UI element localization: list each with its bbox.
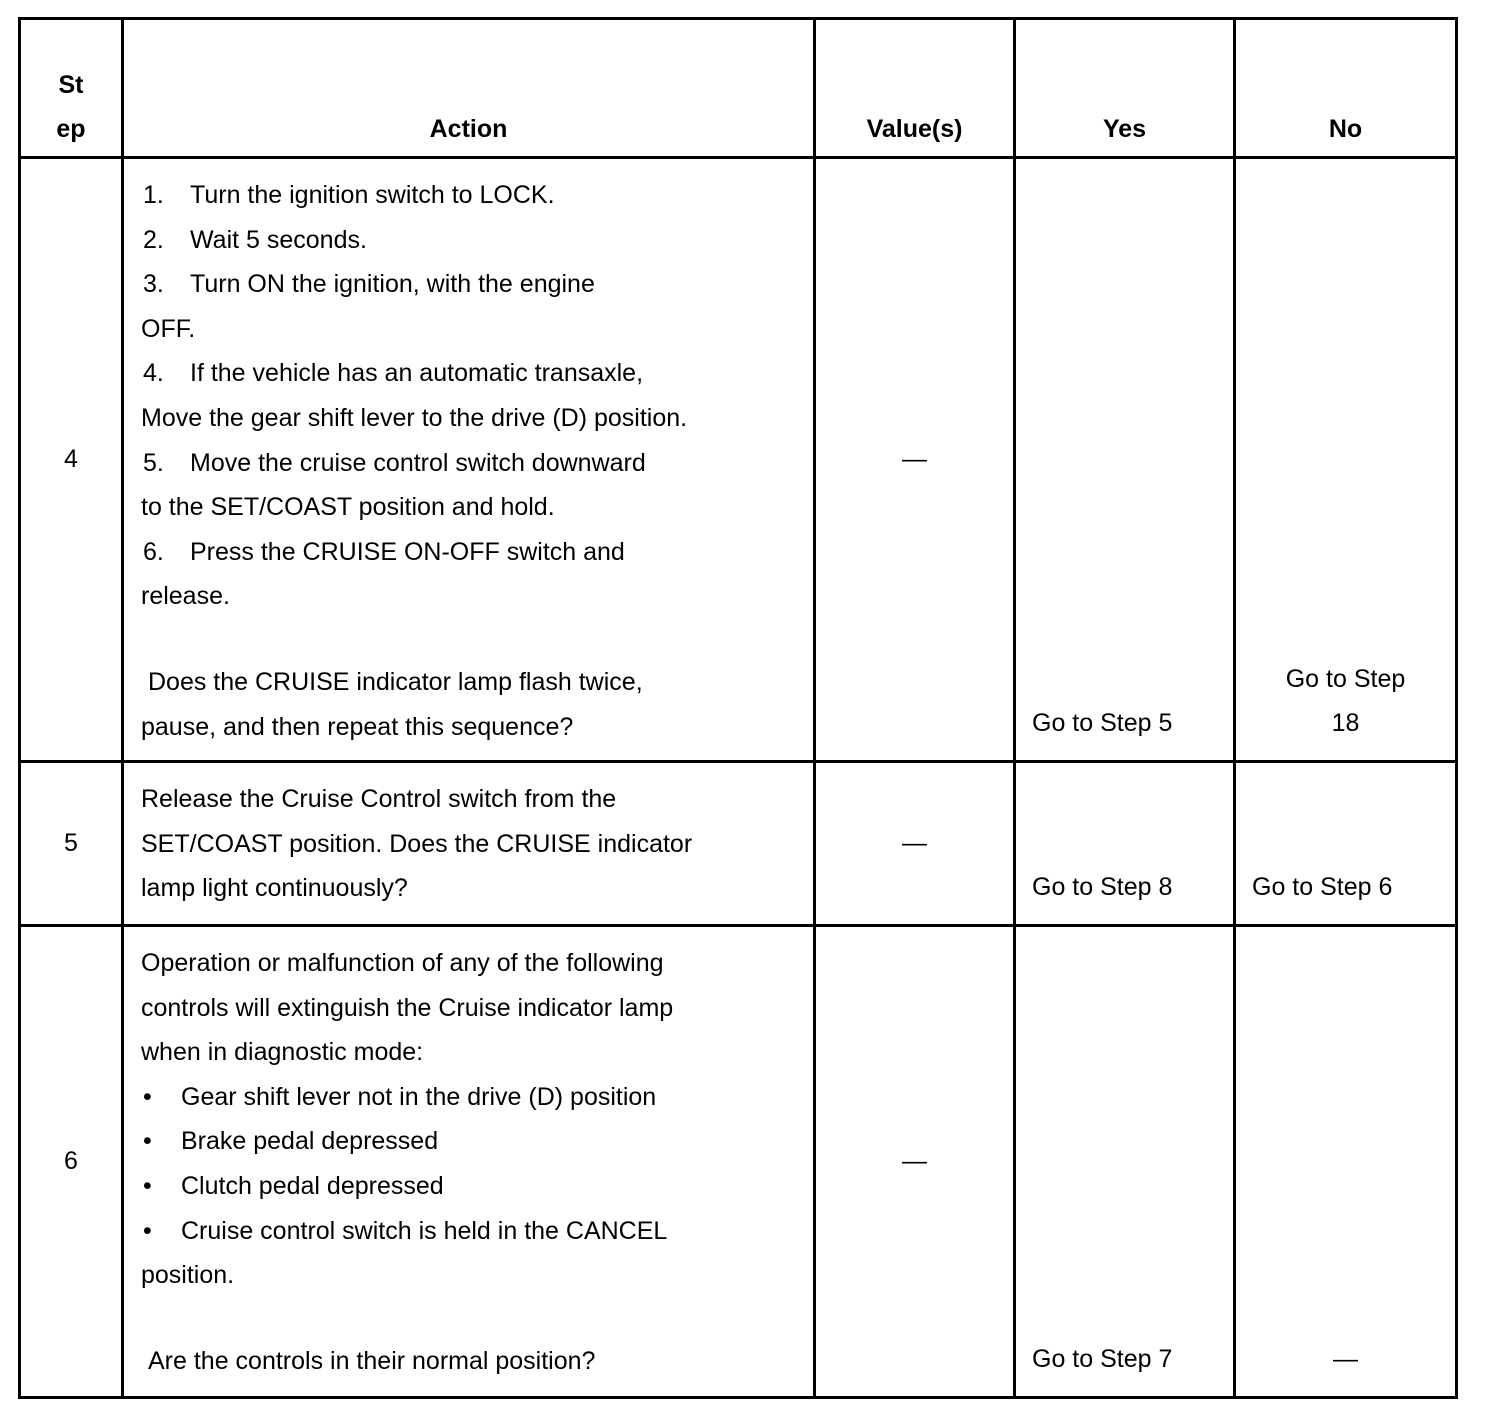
action-cell xyxy=(123,158,815,762)
action-item: 3. Turn ON the ignition, with the engine xyxy=(143,270,595,299)
value-cell xyxy=(815,158,1015,762)
action-question-continued: pause, and then repeat this sequence? xyxy=(141,712,574,741)
action-item: 5. Move the cruise control switch downward xyxy=(143,448,646,477)
action-item: 2. Wait 5 seconds. xyxy=(143,225,367,254)
header-step xyxy=(20,19,123,158)
action-item: 6. Press the CRUISE ON-OFF switch and xyxy=(143,537,625,566)
action-question: Are the controls in their normal position? xyxy=(148,1346,596,1375)
header-step-line2: ep xyxy=(56,115,86,144)
bullet-item: • Cruise control switch is held in the CANCEL xyxy=(143,1216,668,1245)
action-item: 4. If the vehicle has an automatic transaxle, xyxy=(143,359,644,388)
header-row xyxy=(20,19,1457,158)
no-cell xyxy=(1235,158,1457,762)
action-line: controls will extinguish the Cruise indicator lamp xyxy=(141,993,674,1022)
action-line: Release the Cruise Control switch from the xyxy=(141,785,617,813)
bullet-item: • Brake pedal depressed xyxy=(143,1127,439,1156)
action-cell xyxy=(123,926,815,1398)
value-cell xyxy=(815,926,1015,1398)
value-dash: — xyxy=(902,829,927,858)
no-cell: Go to Step 6 xyxy=(1235,762,1457,926)
table-row-step-5 xyxy=(20,762,1457,926)
action-item-continued: to the SET/COAST position and hold. xyxy=(141,493,555,522)
yes-cell: Go to Step 8 xyxy=(1015,762,1235,926)
step-number: 5 xyxy=(20,762,123,926)
action-line: SET/COAST position. Does the CRUISE indicator xyxy=(141,829,693,858)
action-item-continued: release. xyxy=(141,582,230,611)
header-yes: Yes xyxy=(1015,19,1235,158)
no-line2: 18 xyxy=(1331,709,1360,738)
spacer xyxy=(141,1298,799,1339)
header-step-line1: St xyxy=(58,70,84,99)
spacer xyxy=(141,619,799,660)
step-number: 4 xyxy=(20,158,123,762)
yes-cell: Go to Step 7 xyxy=(1015,926,1235,1398)
value-dash: — xyxy=(902,445,927,474)
diagnostic-table xyxy=(18,17,1458,1399)
header-action: Action xyxy=(123,19,815,158)
action-line: Operation or malfunction of any of the following xyxy=(141,949,664,977)
value-dash: — xyxy=(902,1147,927,1176)
no-cell: — xyxy=(1235,926,1457,1398)
table-row-step-6 xyxy=(20,926,1457,1398)
action-cell xyxy=(123,762,815,926)
yes-cell: Go to Step 5 xyxy=(1015,158,1235,762)
action-line: lamp light continuously? xyxy=(141,874,408,903)
action-question: Does the CRUISE indicator lamp flash twice, xyxy=(148,667,643,696)
header-values: Value(s) xyxy=(815,19,1015,158)
value-cell xyxy=(815,762,1015,926)
action-line: when in diagnostic mode: xyxy=(141,1038,424,1067)
step-number: 6 xyxy=(20,926,123,1398)
action-item-continued: OFF. xyxy=(141,314,196,343)
table-row-step-4 xyxy=(20,158,1457,762)
bullet-item: • Gear shift lever not in the drive (D) position xyxy=(143,1082,657,1111)
bullet-item: • Clutch pedal depressed xyxy=(143,1171,444,1200)
no-line1: Go to Step xyxy=(1285,664,1406,693)
bullet-item-continued: position. xyxy=(141,1261,235,1290)
action-item: 1. Turn the ignition switch to LOCK. xyxy=(143,181,555,209)
header-no: No xyxy=(1235,19,1457,158)
action-item-continued: Move the gear shift lever to the drive (D) position. xyxy=(141,403,688,432)
